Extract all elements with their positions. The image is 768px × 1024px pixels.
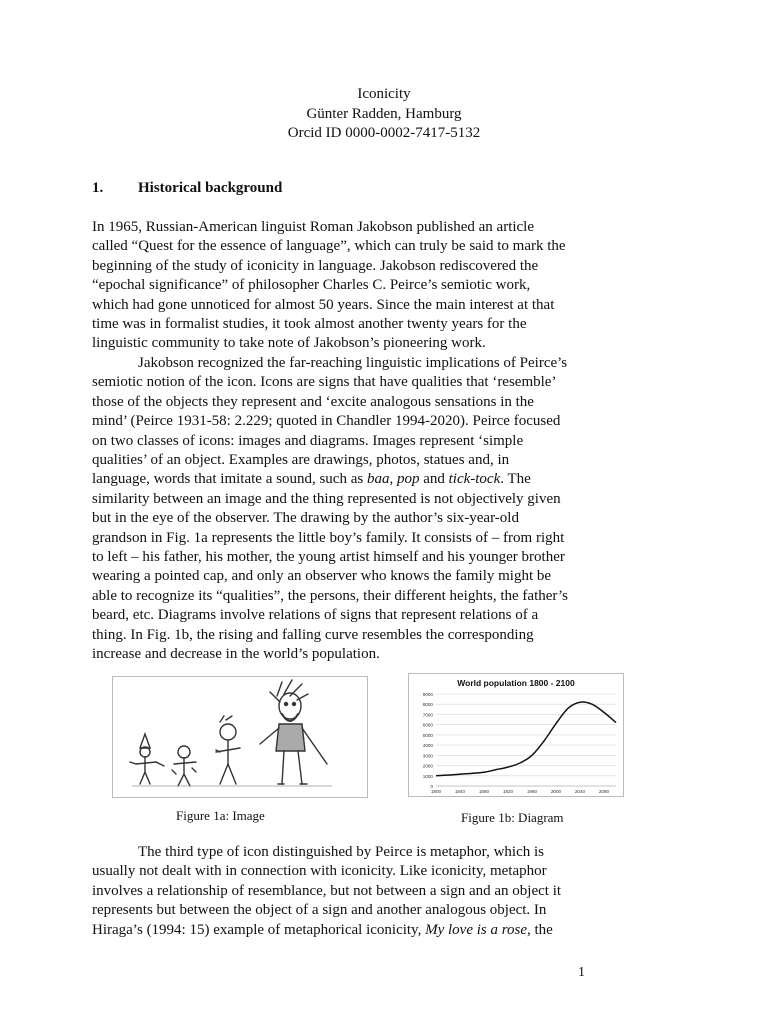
text-line: to left – his father, his mother, the young artist himself and his younger brother [92, 549, 565, 566]
text-run: Hiraga’s (1994: 15) example of metaphorical iconicity, [92, 921, 426, 938]
x-tick-label: 2080 [598, 789, 610, 794]
section-number: 1. [92, 180, 104, 196]
text-line: represents but between the object of a sign and another analogous object. In [92, 902, 547, 919]
text-line: thing. In Fig. 1b, the rising and falling curve resembles the corresponding [92, 626, 534, 643]
text-line: able to recognize its “qualities”, the persons, their different heights, the father’s [92, 587, 568, 604]
text-line: mind’ (Peirce 1931-58: 2.229; quoted in Chandler 1994-2020). Peirce focused [92, 413, 561, 430]
text-line: which had gone unnoticed for almost 50 years. Since the main interest at that [92, 296, 555, 313]
x-tick-label: 1960 [526, 789, 538, 794]
text-line: In 1965, Russian-American linguist Roman Jakobson published an article [92, 219, 535, 235]
text-line: wearing a pointed cap, and only an observer who knows the family might be [92, 568, 552, 585]
text-line: those of the objects they represent and ‘excite analogous sensations in the [92, 393, 534, 410]
x-tick-label: 1800 [430, 789, 442, 794]
text-line [92, 470, 592, 489]
text-run: . The [500, 471, 531, 488]
y-tick-label: 0 [430, 784, 433, 789]
section-title: Historical background [138, 180, 283, 196]
author-line: Günter Radden, Hamburg [306, 106, 462, 122]
text-line: beard, etc. Diagrams involve relations of signs that represent relations of a [92, 607, 539, 624]
text-line: called “Quest for the essence of language”, which can truly be said to mark the [92, 238, 566, 255]
x-tick-label: 2000 [550, 789, 562, 794]
text-run: , the [527, 921, 553, 938]
paragraph-3 [92, 843, 592, 940]
paragraph-1 [92, 218, 592, 354]
x-tick-label: 1920 [502, 789, 514, 794]
paper-title: Iconicity [357, 86, 411, 102]
text-line [92, 921, 592, 940]
text-line: on two classes of icons: images and diagrams. Images represent ‘simple [92, 432, 524, 449]
figure-1b-chart [408, 673, 624, 797]
population-chart [408, 673, 624, 797]
text-line: but in the eye of the observer. The drawing by the author’s six-year-old [92, 510, 519, 527]
text-line: beginning of the study of iconicity in language. Jakobson rediscovered the [92, 257, 539, 274]
text-line: involves a relationship of resemblance, but not between a sign and an object it [92, 882, 562, 899]
family-drawing [112, 676, 368, 798]
y-tick-label: 1000 [422, 773, 433, 779]
x-tick-label: 1840 [454, 789, 466, 794]
text-line: usually not dealt with in connection with iconicity. Like iconicity, metaphor [92, 863, 547, 880]
figure-1a-image [112, 676, 368, 798]
y-tick-label: 7000 [422, 712, 433, 718]
page-number: 1 [578, 965, 585, 980]
text-line: qualities’ of an object. Examples are drawings, photos, statues and, in [92, 452, 510, 469]
text-line: similarity between an image and the thing represented is not objectively given [92, 490, 561, 507]
example-word: tick-tock [448, 471, 501, 488]
text-run: and [419, 471, 449, 488]
y-tick-label: 3000 [422, 753, 433, 759]
chart-title: World population 1800 - 2100 [457, 678, 575, 688]
section-heading [92, 180, 282, 197]
figure-1a-caption: Figure 1a: Image [176, 808, 265, 823]
y-tick-label: 8000 [422, 702, 433, 708]
y-tick-label: 6000 [422, 722, 433, 728]
text-run: language, words that imitate a sound, such as [92, 471, 367, 488]
text-line: linguistic community to take note of Jakobson’s pioneering work. [92, 335, 486, 352]
text-line: Jakobson recognized the far-reaching linguistic implications of Peirce’s [138, 355, 568, 371]
example-word: baa [366, 471, 390, 488]
text-line: The third type of icon distinguished by Peirce is metaphor, which is [138, 844, 544, 860]
text-line: time was in formalist studies, it took almost another twenty years for the [92, 316, 527, 333]
x-tick-label: 1880 [478, 789, 490, 794]
text-line: grandson in Fig. 1a represents the little boy’s family. It consists of – from right [92, 529, 565, 546]
text-line: increase and decrease in the world’s population. [92, 646, 380, 663]
y-tick-label: 2000 [422, 763, 433, 769]
x-tick-label: 2040 [574, 789, 586, 794]
orcid-line: Orcid ID 0000-0002-7417-5132 [287, 125, 481, 141]
paragraph-2 [92, 354, 592, 665]
y-tick-label: 9000 [422, 692, 433, 697]
figure-1b-caption: Figure 1b: Diagram [461, 810, 564, 825]
y-tick-label: 4000 [422, 743, 433, 749]
text-run: , [389, 471, 397, 488]
text-line: semiotic notion of the icon. Icons are signs that have qualities that ‘resemble’ [92, 374, 557, 391]
example-word: pop [396, 471, 420, 488]
example-phrase: My love is a rose [425, 921, 528, 938]
y-tick-label: 5000 [422, 732, 433, 738]
text-line: “epochal significance” of philosopher Charles C. Peirce’s semiotic work, [92, 277, 531, 294]
